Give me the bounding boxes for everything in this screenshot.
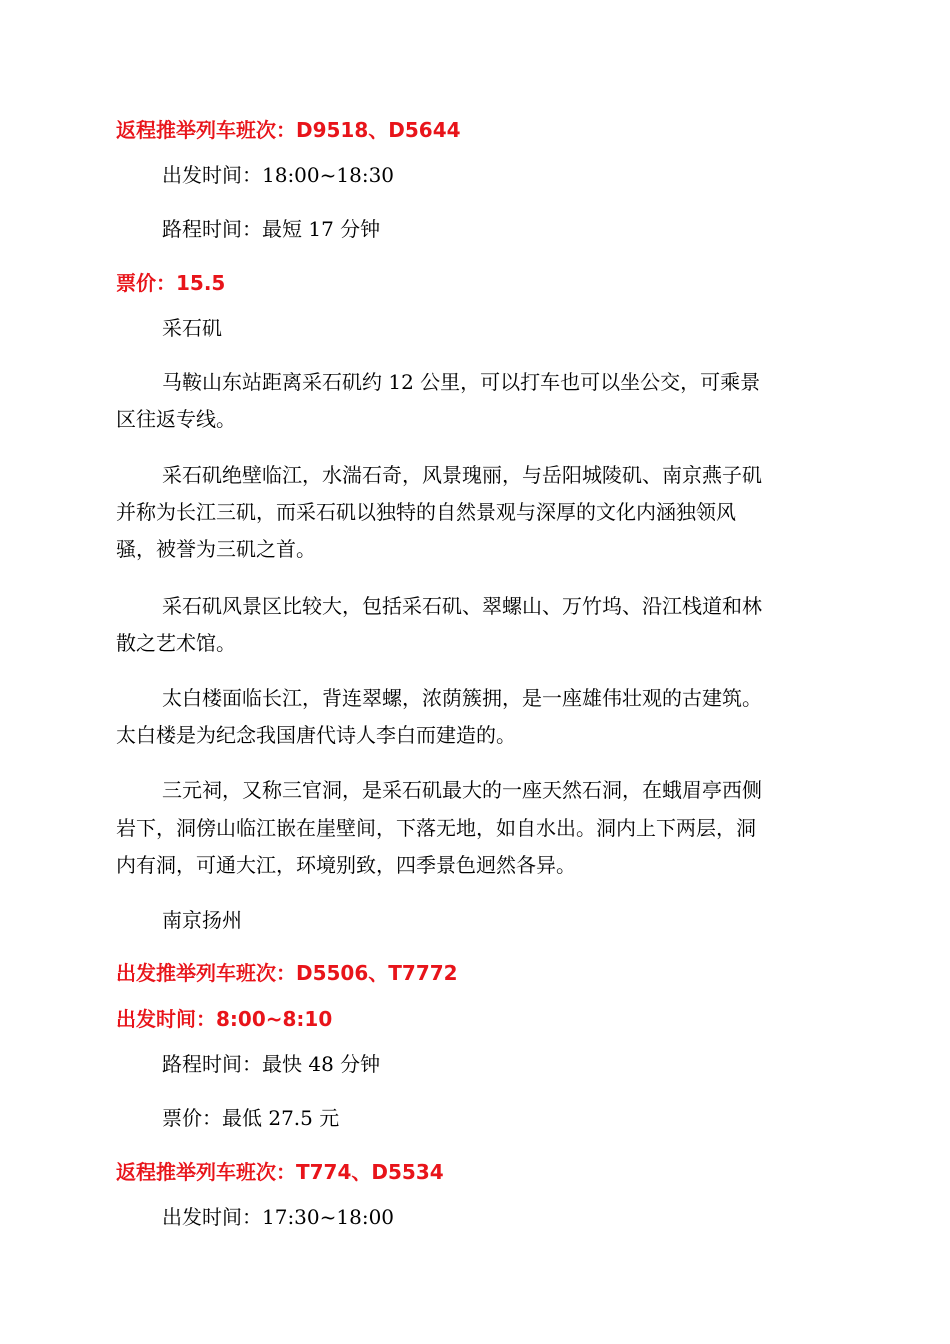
caishiji-para-4-line-1: 太白楼面临长江，背连翠螺，浓荫簇拥，是一座雄伟壮观的古建筑。 <box>162 686 762 710</box>
caishiji-para-2-line-3: 骚，被誉为三矶之首。 <box>116 537 316 561</box>
return-1-depart-time: 出发时间：18:00~18:30 <box>162 163 395 187</box>
return-trains-heading-1: 返程推举列车班次：D9518、D5644 <box>116 118 461 142</box>
caishiji-para-1-line-2: 区往返专线。 <box>116 407 236 431</box>
caishiji-para-5-line-1: 三元祠，又称三官洞，是采石矶最大的一座天然石洞，在蛾眉亭西侧 <box>162 778 762 802</box>
caishiji-para-4-line-2: 太白楼是为纪念我国唐代诗人李白而建造的。 <box>116 723 516 747</box>
caishiji-para-2-line-2: 并称为长江三矶，而采石矶以独特的自然景观与深厚的文化内涵独领风 <box>116 500 736 524</box>
return-1-travel-time: 路程时间：最短 17 分钟 <box>162 217 381 241</box>
price-heading-1: 票价：15.5 <box>116 271 226 295</box>
depart-trains-heading: 出发推举列车班次：D5506、T7772 <box>116 961 458 985</box>
caishiji-title: 采石矶 <box>162 316 222 340</box>
caishiji-para-5-line-2: 岩下，洞傍山临江嵌在崖壁间，下落无地，如自水出。洞内上下两层，洞 <box>116 816 756 840</box>
depart-price: 票价：最低 27.5 元 <box>162 1106 340 1130</box>
caishiji-para-5-line-3: 内有洞，可通大江，环境别致，四季景色迥然各异。 <box>116 853 576 877</box>
caishiji-para-2-line-1: 采石矶绝壁临江，水湍石奇，风景瑰丽，与岳阳城陵矶、南京燕子矶 <box>162 463 762 487</box>
return-trains-heading-2: 返程推举列车班次：T774、D5534 <box>116 1160 444 1184</box>
nanjing-yangzhou-title: 南京扬州 <box>162 908 242 932</box>
caishiji-para-3-line-2: 散之艺术馆。 <box>116 631 236 655</box>
caishiji-para-1-line-1: 马鞍山东站距离采石矶约 12 公里，可以打车也可以坐公交，可乘景 <box>162 370 761 394</box>
return-2-depart-time: 出发时间：17:30~18:00 <box>162 1205 395 1229</box>
depart-time-heading: 出发时间：8:00~8:10 <box>116 1007 333 1031</box>
depart-travel-time: 路程时间：最快 48 分钟 <box>162 1052 381 1076</box>
caishiji-para-3-line-1: 采石矶风景区比较大，包括采石矶、翠螺山、万竹坞、沿江栈道和林 <box>162 594 762 618</box>
